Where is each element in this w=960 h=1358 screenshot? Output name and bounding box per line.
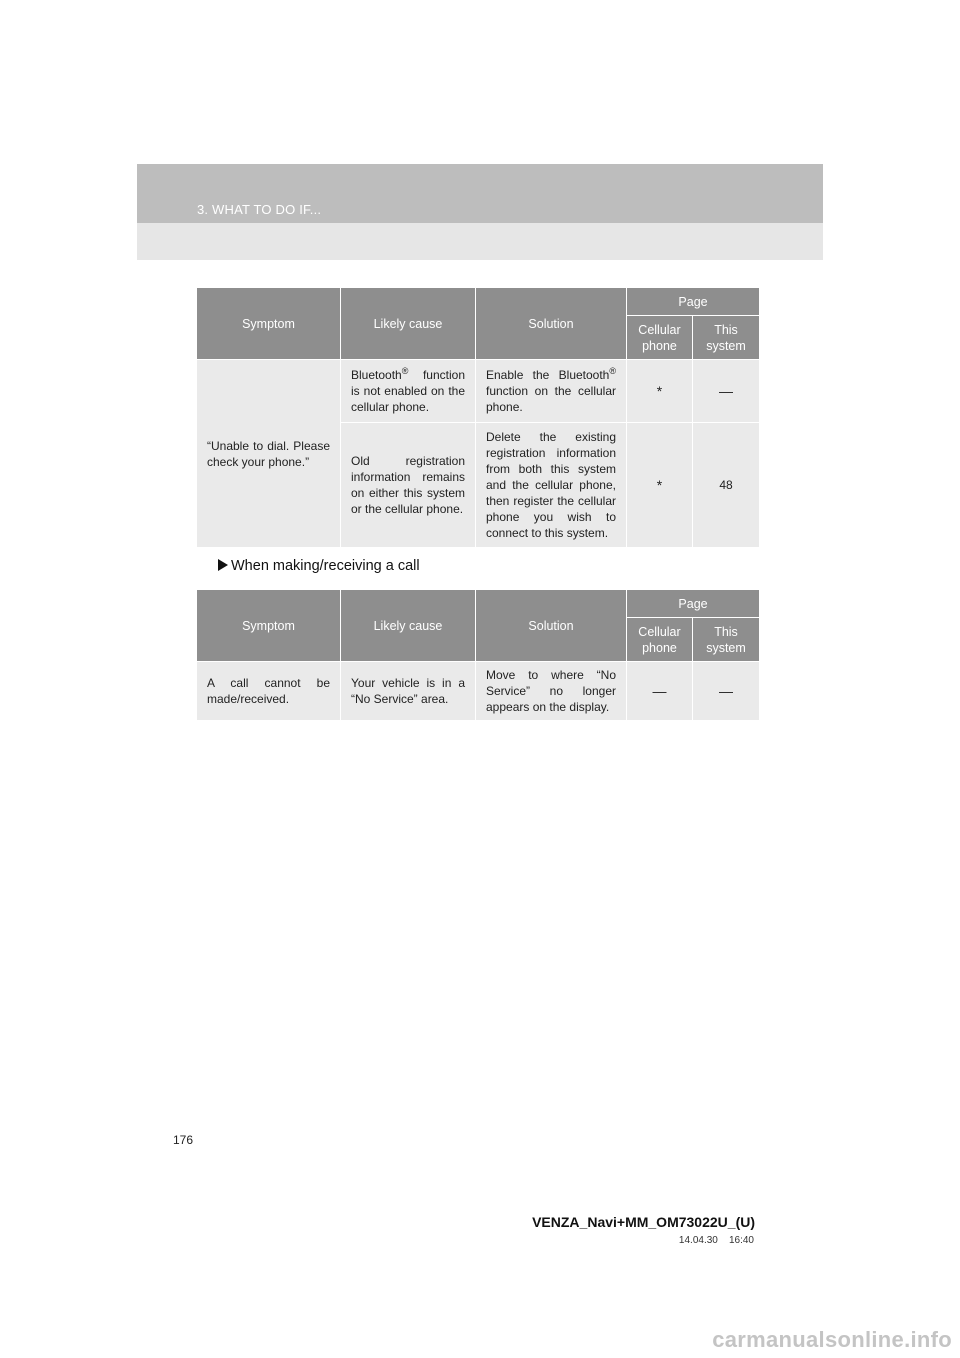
registered-mark: ® [609,366,616,376]
this-system-page-cell: 48 [693,423,760,548]
triangle-bullet-icon [218,559,228,571]
registered-mark: ® [401,366,409,376]
header-cellular-phone: Cellular phone [627,316,693,360]
solution-cell: Move to where “No Service” no longer appears on the display. [476,662,627,721]
header-likely-cause: Likely cause [341,590,476,662]
symptom-cell: A call cannot be made/received. [197,662,341,721]
solution-cell: Delete the existing registration information from both this system and the cellular phone, then register the cellular phone you wish to connect to this system. [476,423,627,548]
header-page: Page [627,288,760,316]
header-symptom: Symptom [197,590,341,662]
symptom-cell: “Unable to dial. Please check your phone.” [197,360,341,548]
cellular-phone-page-cell: — [627,662,693,721]
solution-text-rest: function on the cellular phone. [486,384,616,414]
header-solution: Solution [476,590,627,662]
subsection-heading-text: When making/receiving a call [231,558,420,574]
solution-cell [476,360,627,423]
header-this-system: This system [693,618,760,662]
this-system-page-cell: — [693,662,760,721]
watermark: carmanualsonline.info [712,1327,952,1352]
troubleshooting-table-call [196,589,760,721]
header-this-system: This system [693,316,760,360]
section-header-bar [137,164,823,223]
likely-cause-cell: Your vehicle is in a “No Service” area. [341,662,476,721]
section-header-band [137,164,823,260]
document-id: VENZA_Navi+MM_OM73022U_(U) [532,1214,755,1230]
page-number: 176 [173,1133,194,1147]
header-solution: Solution [476,288,627,360]
troubleshooting-table-dial [196,287,760,548]
cause-text-rest: function is not enabled on the cellular phone. [351,368,465,414]
cause-text: Bluetooth [351,368,402,382]
section-title: 3. WHAT TO DO IF... [197,202,322,217]
solution-text: Enable the Bluetooth [486,368,610,382]
header-page: Page [627,590,760,618]
header-symptom: Symptom [197,288,341,360]
cellular-phone-page-cell: * [627,360,693,423]
print-timestamp: 14.04.30 16:40 [678,1235,754,1246]
cellular-phone-page-cell: * [627,423,693,548]
header-cellular-phone: Cellular phone [627,618,693,662]
header-likely-cause: Likely cause [341,288,476,360]
likely-cause-cell [341,360,476,423]
subsection-heading [218,558,420,574]
this-system-page-cell: — [693,360,760,423]
likely-cause-cell: Old registration information remains on either this system or the cellular phone. [341,423,476,548]
